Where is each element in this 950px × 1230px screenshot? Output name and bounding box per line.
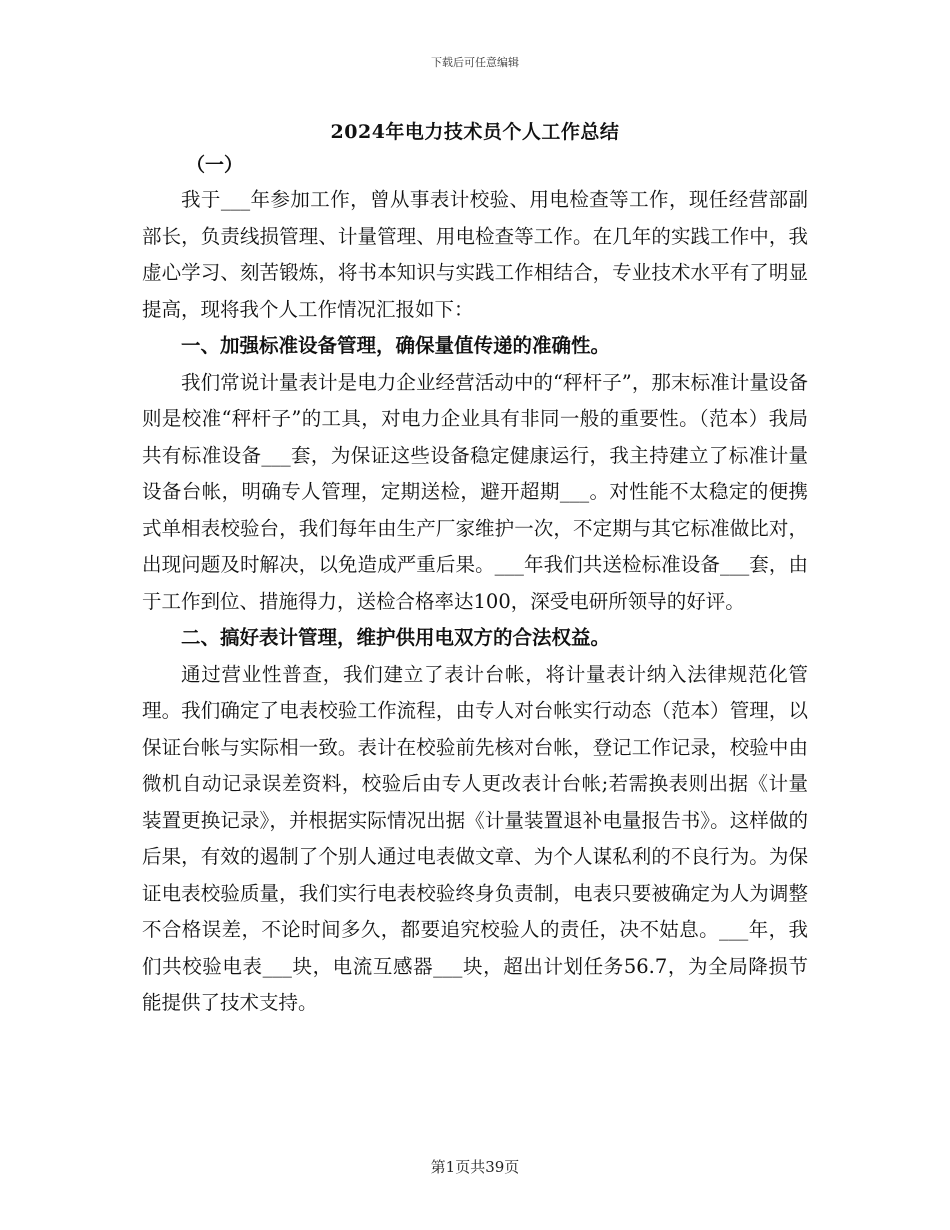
header-note: 下载后可任意编辑 bbox=[431, 56, 519, 69]
body-paragraph-1: 我们常说计量表计是电力企业经营活动中的“秤杆子”，那末标准计量设备则是校准“秤杆子”的工具，对电力企业具有非同一般的重要性。（范本）我局共有标准设备___套，为保证这些设备稳定健康运行，我主持建立了标准计量设备台帐，明确专人管理，定期送检，避开超期___。对性能不太稳定的便携式单相表校验台，我们每年由生产厂家维护一次，不定期与其它标准做比对，出现问题及时解决，以免造成严重后果。___年我们共送检标准设备___套，由于工作到位、措施得力，送检合格率达100，深受电研所领导的好评。 bbox=[142, 370, 808, 613]
document-body bbox=[142, 182, 808, 1022]
body-paragraph-2: 通过营业性普查，我们建立了表计台帐，将计量表计纳入法律规范化管理。我们确定了电表校验工作流程，由专人对台帐实行动态（范本）管理，以保证台帐与实际相一致。表计在校验前先核对台帐，登记工作记录，校验中由微机自动记录误差资料，校验后由专人更改表计台帐;若需换表则出据《计量装置更换记录》，并根据实际情况出据《计量装置退补电量报告书》。这样做的后果，有效的遏制了个别人通过电表做文章、为个人谋私利的不良行为。为保证电表校验质量，我们实行电表校验终身负责制，电表只要被确定为人为调整不合格误差，不论时间多久，都要追究校验人的责任，决不姑息。___年，我们共校验电表___块，电流互感器___块，超出计划任务56.7，为全局降损节能提供了技术支持。 bbox=[142, 662, 808, 1014]
page-footer: 第1页共39页 bbox=[430, 1158, 520, 1176]
section-heading-1: 一、加强标准设备管理，确保量值传递的准确性。 bbox=[181, 334, 611, 357]
section-number: （一） bbox=[186, 154, 244, 176]
section-heading-2: 二、搞好表计管理，维护供用电双方的合法权益。 bbox=[181, 626, 611, 649]
intro-paragraph: 我于___年参加工作，曾从事表计校验、用电检查等工作，现任经营部副部长，负责线损管理、计量管理、用电检查等工作。在几年的实践工作中，我虚心学习、刻苦锻炼，将书本知识与实践工作相结合，专业技术水平有了明显提高，现将我个人工作情况汇报如下： bbox=[142, 188, 808, 321]
document-title: 2024年电力技术员个人工作总结 bbox=[330, 121, 620, 143]
